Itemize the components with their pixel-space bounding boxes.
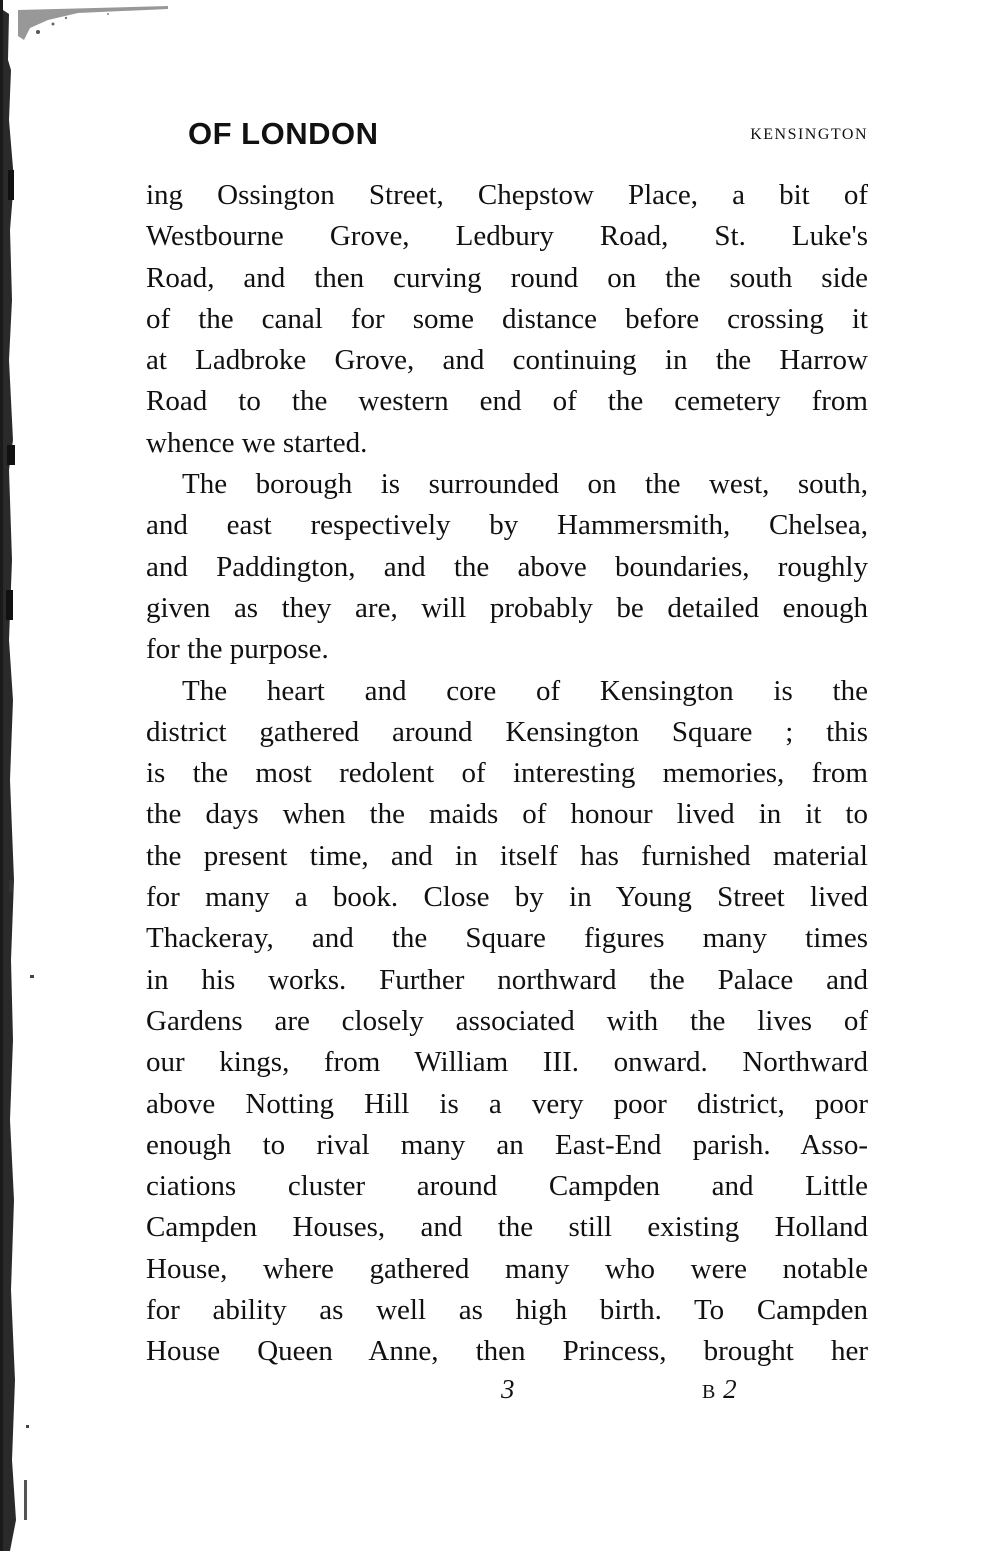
text-line: Road, and then curving round on the south side (146, 261, 868, 294)
text-line: for many a book. Close by in Young Street lived (146, 881, 868, 914)
text-line: Thackeray, and the Square figures many times (146, 922, 868, 955)
signature-letter: B (702, 1381, 717, 1403)
text-line: our kings, from William III. onward. Northward (146, 1046, 868, 1079)
scan-smudge (18, 6, 168, 46)
text-line: given as they are, will probably be detailed enough (146, 591, 868, 624)
text-line: and east respectively by Hammersmith, Chelsea, (146, 509, 868, 542)
text-line: enough to rival many an East-End parish. Asso- (146, 1128, 868, 1161)
text-line: Gardens are closely associated with the lives of (146, 1004, 868, 1037)
binding-edge (0, 0, 40, 1551)
text-line: Westbourne Grove, Ledbury Road, St. Luke's (146, 220, 868, 253)
text-line: and Paddington, and the above boundaries, roughly (146, 550, 868, 583)
text-line: the days when the maids of honour lived in it to (146, 798, 868, 831)
text-line: for the purpose. (146, 633, 329, 666)
text-line: district gathered around Kensington Square ; this (146, 715, 868, 748)
text-line: in his works. Further northward the Palace and (146, 963, 868, 996)
text-line: House, where gathered many who were notable (146, 1252, 868, 1285)
page-footer (146, 1374, 868, 1414)
paragraph (146, 671, 868, 1373)
text-line: the present time, and in itself has furnished material (146, 839, 868, 872)
text-line: ing Ossington Street, Chepstow Place, a bit of (146, 179, 868, 211)
text-line: above Notting Hill is a very poor district, poor (146, 1087, 868, 1120)
page-number: 3 (501, 1374, 515, 1404)
signature-number: 2 (723, 1374, 737, 1404)
text-line: The heart and core of Kensington is the (182, 674, 868, 707)
text-line: ciations cluster around Campden and Little (146, 1170, 868, 1203)
text-line: for ability as well as high birth. To Campden (146, 1294, 868, 1327)
text-line: whence we started. (146, 426, 368, 459)
paragraph (146, 175, 868, 464)
running-header (146, 112, 868, 162)
header-book-title: OF LONDON (188, 116, 379, 151)
header-section-title: KENSINGTON (750, 126, 868, 143)
text-line: Campden Houses, and the still existing Holland (146, 1211, 868, 1244)
text-line: is the most redolent of interesting memories, from (146, 757, 868, 790)
text-line: The borough is surrounded on the west, south, (182, 468, 868, 501)
text-line: House Queen Anne, then Princess, brought her (146, 1335, 868, 1368)
text-line: Road to the western end of the cemetery from (146, 385, 868, 418)
body-text (146, 175, 868, 1373)
text-line: of the canal for some distance before crossing it (146, 302, 868, 335)
signature-mark (702, 1374, 737, 1405)
paragraph (146, 464, 868, 670)
text-line: at Ladbroke Grove, and continuing in the Harrow (146, 344, 868, 377)
